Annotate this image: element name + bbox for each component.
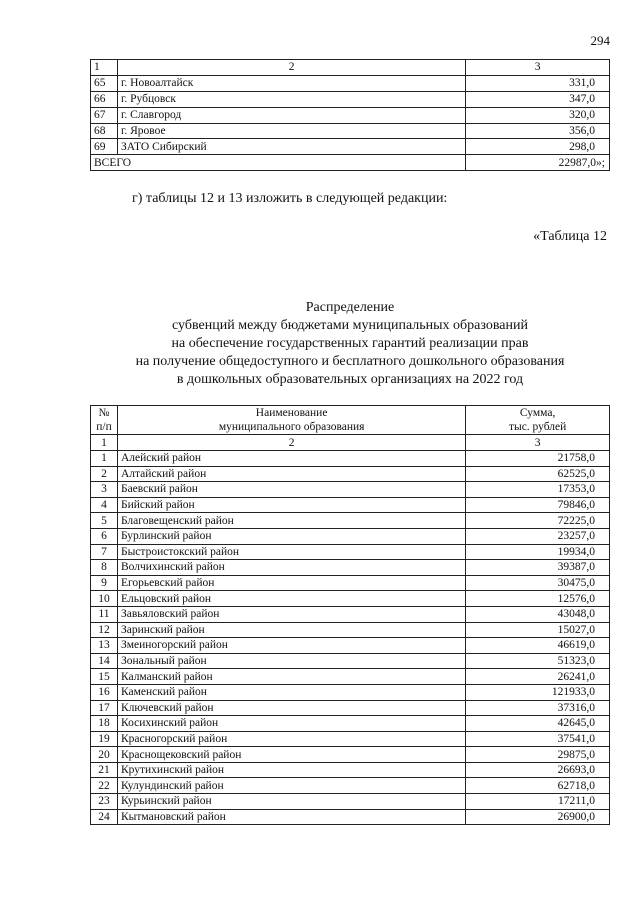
municipality-name: Косихинский район (117, 716, 465, 732)
main-table (90, 405, 610, 825)
municipality-name: Егорьевский район (117, 575, 465, 591)
table-row (91, 544, 610, 560)
table-row (91, 513, 610, 529)
municipality-name: Крутихинский район (117, 762, 465, 778)
municipality-name: г. Славгород (117, 107, 465, 123)
amount: 320,0 (466, 107, 610, 123)
row-number: 18 (91, 716, 118, 732)
table-row (91, 638, 610, 654)
row-number: 17 (91, 700, 118, 716)
municipality-name: ЗАТО Сибирский (117, 139, 465, 155)
heading-line: в дошкольных образовательных организациях на 2022 год (176, 372, 524, 387)
municipality-name: Быстроистокский район (117, 544, 465, 560)
municipality-name: Заринский район (117, 622, 465, 638)
amount: 12576,0 (466, 591, 610, 607)
row-number: 67 (91, 107, 118, 123)
amount: 15027,0 (466, 622, 610, 638)
table-row (91, 684, 610, 700)
row-number: 16 (91, 684, 118, 700)
municipality-name: Завьяловский район (117, 606, 465, 622)
municipality-name: Зональный район (117, 653, 465, 669)
amount: 62718,0 (466, 778, 610, 794)
heading-line: на получение общедоступного и бесплатного дошкольного образования (135, 354, 565, 369)
numbering-cell: 3 (466, 435, 610, 451)
heading-line: Распределение (305, 300, 395, 315)
row-number: 10 (91, 591, 118, 607)
amount: 19934,0 (466, 544, 610, 560)
top-table (90, 59, 610, 171)
municipality-name: Алейский район (117, 451, 465, 467)
amount: 17353,0 (466, 482, 610, 498)
row-number: 20 (91, 747, 118, 763)
table-row (91, 794, 610, 810)
municipality-name: Благовещенский район (117, 513, 465, 529)
table-header-row (91, 406, 610, 435)
municipality-name: Кытмановский район (117, 809, 465, 825)
amount: 298,0 (466, 139, 610, 155)
row-number: 12 (91, 622, 118, 638)
table-row (91, 107, 610, 123)
table-row (91, 528, 610, 544)
table-row (91, 60, 610, 76)
table-row (91, 669, 610, 685)
municipality-name: Баевский район (117, 482, 465, 498)
table-row (91, 762, 610, 778)
table-row (91, 622, 610, 638)
municipality-name: г. Яровое (117, 123, 465, 139)
table-row (91, 591, 610, 607)
amount: 21758,0 (466, 451, 610, 467)
table-heading (90, 299, 610, 389)
table-row (91, 497, 610, 513)
amount: 26241,0 (466, 669, 610, 685)
table-row (91, 560, 610, 576)
numbering-cell: 1 (91, 435, 118, 451)
total-label: ВСЕГО (91, 155, 466, 171)
row-number: 3 (91, 482, 118, 498)
municipality-name: Ключевский район (117, 700, 465, 716)
amount: 26900,0 (466, 809, 610, 825)
row-number: 11 (91, 606, 118, 622)
row-number: 7 (91, 544, 118, 560)
amount: 331,0 (466, 75, 610, 91)
table-row (91, 451, 610, 467)
row-number: 15 (91, 669, 118, 685)
row-number: 9 (91, 575, 118, 591)
municipality-name: Бийский район (117, 497, 465, 513)
row-number: 13 (91, 638, 118, 654)
header-name: Наименование муниципального образования (117, 406, 465, 435)
row-number: 65 (91, 75, 118, 91)
row-number: 6 (91, 528, 118, 544)
amount: 42645,0 (466, 716, 610, 732)
municipality-name: Каменский район (117, 684, 465, 700)
row-number: 4 (91, 497, 118, 513)
table-row (91, 482, 610, 498)
municipality-name: Алтайский район (117, 466, 465, 482)
total-row (91, 155, 610, 171)
municipality-name: Ельцовский район (117, 591, 465, 607)
table-row (91, 809, 610, 825)
municipality-name: Змеиногорский район (117, 638, 465, 654)
header-number: № п/п (91, 406, 118, 435)
total-value: 22987,0»; (466, 155, 610, 171)
amount: 39387,0 (466, 560, 610, 576)
municipality-name: Красногорский район (117, 731, 465, 747)
row-number: 23 (91, 794, 118, 810)
table-row (91, 716, 610, 732)
municipality-name: г. Рубцовск (117, 91, 465, 107)
amount: 29875,0 (466, 747, 610, 763)
row-number: 24 (91, 809, 118, 825)
table-row (91, 653, 610, 669)
heading-line: субвенций между бюджетами муниципальных образований (172, 318, 528, 333)
table-row (91, 466, 610, 482)
municipality-name: Краснощековский район (117, 747, 465, 763)
amount: 62525,0 (466, 466, 610, 482)
table-row (91, 123, 610, 139)
amount: 356,0 (466, 123, 610, 139)
row-number: 69 (91, 139, 118, 155)
table-row (91, 575, 610, 591)
amendment-paragraph: г) таблицы 12 и 13 изложить в следующей редакции: (132, 191, 448, 206)
municipality-name: Калманский район (117, 669, 465, 685)
row-number: 5 (91, 513, 118, 529)
municipality-name: Кулундинский район (117, 778, 465, 794)
amount: 79846,0 (466, 497, 610, 513)
table-row (91, 778, 610, 794)
amount: 43048,0 (466, 606, 610, 622)
row-number: 14 (91, 653, 118, 669)
row-number: 22 (91, 778, 118, 794)
municipality-name: Волчихинский район (117, 560, 465, 576)
amount: 46619,0 (466, 638, 610, 654)
amount: 37316,0 (466, 700, 610, 716)
table-numbering-row (91, 435, 610, 451)
municipality-name: г. Новоалтайск (117, 75, 465, 91)
amount: 23257,0 (466, 528, 610, 544)
table-row (91, 75, 610, 91)
amount: 121933,0 (466, 684, 610, 700)
row-number: 2 (91, 466, 118, 482)
table-row (91, 606, 610, 622)
row-number: 68 (91, 123, 118, 139)
header-cell: 1 (91, 60, 118, 76)
row-number: 19 (91, 731, 118, 747)
row-number: 8 (91, 560, 118, 576)
row-number: 66 (91, 91, 118, 107)
row-number: 21 (91, 762, 118, 778)
header-cell: 3 (466, 60, 610, 76)
amount: 51323,0 (466, 653, 610, 669)
table-caption: «Таблица 12 (533, 229, 607, 244)
municipality-name: Курьинский район (117, 794, 465, 810)
amount: 347,0 (466, 91, 610, 107)
table-row (91, 139, 610, 155)
amount: 30475,0 (466, 575, 610, 591)
heading-line: на обеспечение государственных гарантий реализации прав (171, 336, 529, 351)
table-row (91, 91, 610, 107)
table-row (91, 700, 610, 716)
amount: 17211,0 (466, 794, 610, 810)
table-row (91, 747, 610, 763)
page-number: 294 (590, 33, 610, 48)
municipality-name: Бурлинский район (117, 528, 465, 544)
numbering-cell: 2 (117, 435, 465, 451)
header-amount: Сумма, тыс. рублей (466, 406, 610, 435)
amount: 26693,0 (466, 762, 610, 778)
amount: 72225,0 (466, 513, 610, 529)
amount: 37541,0 (466, 731, 610, 747)
header-cell: 2 (117, 60, 465, 76)
row-number: 1 (91, 451, 118, 467)
table-row (91, 731, 610, 747)
